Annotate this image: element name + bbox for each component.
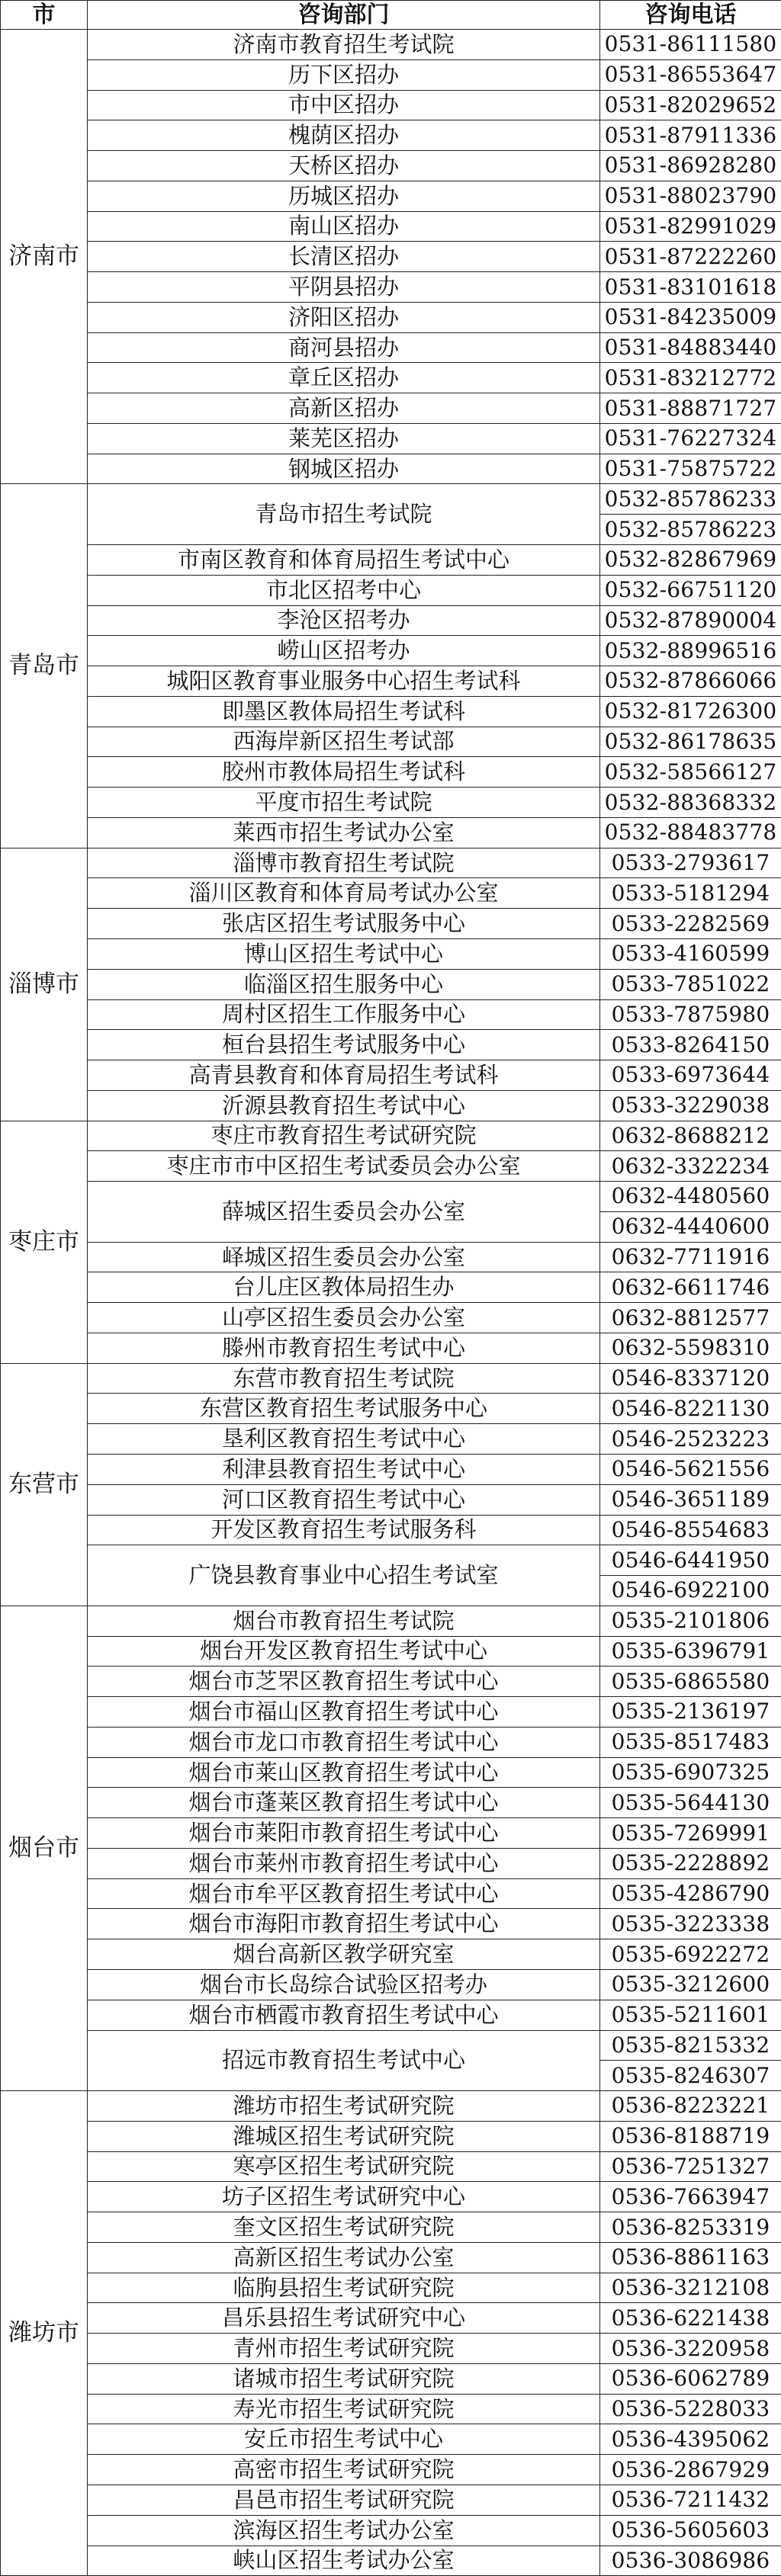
header-phone: 咨询电话 — [600, 1, 781, 30]
phone-cell: 0535-7269991 — [600, 1818, 781, 1849]
table-row — [1, 1484, 781, 1515]
phone-cell: 0535-6922272 — [600, 1939, 781, 1970]
table-row — [1, 1909, 781, 1939]
dept-cell: 桓台县招生考试服务中心 — [88, 1030, 600, 1060]
dept-cell: 崂山区招考办 — [88, 636, 600, 666]
table-row — [1, 2030, 781, 2061]
table-row — [1, 151, 781, 181]
table-row — [1, 1030, 781, 1060]
phone-cell: 0531-83101618 — [600, 272, 781, 303]
dept-cell: 济南市教育招生考试院 — [88, 30, 600, 60]
table-row — [1, 909, 781, 939]
phone-cell: 0531-76227324 — [600, 423, 781, 454]
table-row — [1, 1848, 781, 1878]
table-row — [1, 484, 781, 515]
dept-cell: 垦利区教育招生考试中心 — [88, 1424, 600, 1455]
dept-cell: 烟台开发区教育招生考试中心 — [88, 1636, 600, 1667]
dept-cell: 西海岸新区招生考试部 — [88, 727, 600, 757]
dept-cell: 商河县招办 — [88, 332, 600, 363]
table-row — [1, 332, 781, 363]
phone-cell: 0546-2523223 — [600, 1424, 781, 1455]
phone-cell: 0546-6441950 — [600, 1545, 781, 1576]
dept-cell: 东营市教育招生考试院 — [88, 1363, 600, 1394]
phone-cell: 0532-82867969 — [600, 545, 781, 576]
dept-cell: 烟台市牟平区教育招生考试中心 — [88, 1878, 600, 1909]
phone-cell: 0536-8253319 — [600, 2212, 781, 2243]
city-cell: 东营市 — [1, 1363, 88, 1606]
dept-cell: 淄博市教育招生考试院 — [88, 848, 600, 878]
phone-cell: 0535-6396791 — [600, 1636, 781, 1667]
phone-cell: 0535-8517483 — [600, 1727, 781, 1757]
dept-cell: 槐荫区招办 — [88, 120, 600, 151]
table-row — [1, 1878, 781, 1909]
table-row — [1, 90, 781, 120]
phone-cell: 0536-7211432 — [600, 2485, 781, 2516]
phone-cell: 0546-5621556 — [600, 1454, 781, 1484]
dept-cell: 峡山区招生考试办公室 — [88, 2546, 600, 2576]
dept-cell: 周村区招生工作服务中心 — [88, 999, 600, 1030]
table-row — [1, 363, 781, 393]
table-row — [1, 2334, 781, 2364]
dept-cell: 昌邑市招生考试研究院 — [88, 2485, 600, 2516]
dept-cell: 奎文区招生考试研究院 — [88, 2212, 600, 2243]
dept-cell: 广饶县教育事业中心招生考试室 — [88, 1545, 600, 1606]
dept-cell: 利津县教育招生考试中心 — [88, 1454, 600, 1484]
phone-cell: 0533-3229038 — [600, 1090, 781, 1121]
phone-cell: 0533-2282569 — [600, 909, 781, 939]
phone-cell: 0536-7663947 — [600, 2182, 781, 2212]
dept-cell: 南山区招办 — [88, 211, 600, 242]
phone-cell: 0531-87911336 — [600, 120, 781, 151]
dept-cell: 沂源县教育招生考试中心 — [88, 1090, 600, 1121]
dept-cell: 烟台市海阳市教育招生考试中心 — [88, 1909, 600, 1939]
phone-cell: 0536-5605603 — [600, 2515, 781, 2546]
phone-cell: 0535-6865580 — [600, 1667, 781, 1697]
table-row — [1, 272, 781, 303]
table-row — [1, 1121, 781, 1151]
table-row — [1, 2273, 781, 2303]
dept-cell: 钢城区招办 — [88, 454, 600, 484]
dept-cell: 诸城市招生考试研究院 — [88, 2363, 600, 2394]
table-row — [1, 2363, 781, 2394]
phone-cell: 0531-88023790 — [600, 181, 781, 211]
dept-cell: 长清区招办 — [88, 242, 600, 272]
dept-cell: 河口区教育招生考试中心 — [88, 1484, 600, 1515]
table-row — [1, 1697, 781, 1727]
table-row — [1, 1757, 781, 1788]
phone-cell: 0532-58566127 — [600, 757, 781, 788]
table-row — [1, 2000, 781, 2030]
table-body — [1, 30, 781, 2576]
dept-cell: 淄川区教育和体育局考试办公室 — [88, 878, 600, 909]
phone-cell: 0533-7851022 — [600, 969, 781, 999]
dept-cell: 烟台市芝罘区教育招生考试中心 — [88, 1667, 600, 1697]
header-row — [1, 1, 781, 30]
table-row — [1, 242, 781, 272]
table-row — [1, 1424, 781, 1455]
table-row — [1, 2546, 781, 2576]
dept-cell: 城阳区教育事业服务中心招生考试科 — [88, 666, 600, 697]
phone-cell: 0531-86553647 — [600, 59, 781, 90]
phone-cell: 0632-5598310 — [600, 1333, 781, 1363]
city-cell: 枣庄市 — [1, 1121, 88, 1363]
phone-cell: 0536-3212108 — [600, 2273, 781, 2303]
phone-cell: 0546-8554683 — [600, 1515, 781, 1545]
dept-cell: 潍坊市招生考试研究院 — [88, 2091, 600, 2122]
dept-cell: 胶州市教体局招生考试科 — [88, 757, 600, 788]
phone-cell: 0632-8812577 — [600, 1303, 781, 1333]
dept-cell: 临淄区招生服务中心 — [88, 969, 600, 999]
dept-cell: 李沧区招考办 — [88, 605, 600, 636]
table-row — [1, 1151, 781, 1182]
dept-cell: 高新区招办 — [88, 393, 600, 424]
phone-cell: 0536-3220958 — [600, 2334, 781, 2364]
table-row — [1, 1363, 781, 1394]
dept-cell: 莱芜区招办 — [88, 423, 600, 454]
phone-cell: 0532-85786233 — [600, 484, 781, 515]
phone-cell: 0532-88483778 — [600, 817, 781, 848]
dept-cell: 高青县教育和体育局招生考试科 — [88, 1060, 600, 1091]
dept-cell: 山亭区招生委员会办公室 — [88, 1303, 600, 1333]
phone-cell: 0536-7251327 — [600, 2151, 781, 2182]
dept-cell: 历城区招办 — [88, 181, 600, 211]
table-row — [1, 575, 781, 605]
table-row — [1, 999, 781, 1030]
table-row — [1, 878, 781, 909]
phone-cell: 0531-82991029 — [600, 211, 781, 242]
table-row — [1, 211, 781, 242]
table-row — [1, 181, 781, 211]
phone-cell: 0532-81726300 — [600, 696, 781, 727]
table-row — [1, 1060, 781, 1091]
phone-cell: 0533-4160599 — [600, 938, 781, 969]
table-row — [1, 1333, 781, 1363]
dept-cell: 市北区招考中心 — [88, 575, 600, 605]
phone-cell: 0531-75875722 — [600, 454, 781, 484]
phone-cell: 0533-6973644 — [600, 1060, 781, 1091]
dept-cell: 滕州市教育招生考试中心 — [88, 1333, 600, 1363]
table-row — [1, 545, 781, 576]
table-row — [1, 2151, 781, 2182]
table-row — [1, 1303, 781, 1333]
phone-cell: 0536-5228033 — [600, 2394, 781, 2424]
table-row — [1, 1515, 781, 1545]
table-row — [1, 605, 781, 636]
table-row — [1, 817, 781, 848]
dept-cell: 章丘区招办 — [88, 363, 600, 393]
phone-cell: 0632-8688212 — [600, 1121, 781, 1151]
phone-cell: 0531-86111580 — [600, 30, 781, 60]
phone-cell: 0632-3322234 — [600, 1151, 781, 1182]
phone-cell: 0536-8861163 — [600, 2242, 781, 2273]
phone-cell: 0532-88996516 — [600, 636, 781, 666]
dept-cell: 烟台市长岛综合试验区招考办 — [88, 1970, 600, 2000]
phone-cell: 0535-3223338 — [600, 1909, 781, 1939]
table-row — [1, 1667, 781, 1697]
phone-cell: 0535-2136197 — [600, 1697, 781, 1727]
phone-cell: 0532-88368332 — [600, 788, 781, 818]
phone-cell: 0533-7875980 — [600, 999, 781, 1030]
phone-cell: 0535-5211601 — [600, 2000, 781, 2030]
phone-cell: 0536-2867929 — [600, 2455, 781, 2485]
table-row — [1, 727, 781, 757]
table-row — [1, 696, 781, 727]
dept-cell: 平度市招生考试院 — [88, 788, 600, 818]
dept-cell: 临朐县招生考试研究院 — [88, 2273, 600, 2303]
dept-cell: 招远市教育招生考试中心 — [88, 2030, 600, 2091]
dept-cell: 市南区教育和体育局招生考试中心 — [88, 545, 600, 576]
table-row — [1, 1788, 781, 1818]
phone-cell: 0546-8221130 — [600, 1394, 781, 1424]
phone-cell: 0536-8223221 — [600, 2091, 781, 2122]
phone-cell: 0535-3212600 — [600, 1970, 781, 2000]
phone-cell: 0532-66751120 — [600, 575, 781, 605]
table-row — [1, 636, 781, 666]
table-row — [1, 1182, 781, 1212]
table-row — [1, 938, 781, 969]
phone-cell: 0632-4480560 — [600, 1182, 781, 1212]
table-row — [1, 1970, 781, 2000]
dept-cell: 开发区教育招生考试服务科 — [88, 1515, 600, 1545]
dept-cell: 台儿庄区教体局招生办 — [88, 1272, 600, 1303]
dept-cell: 高密市招生考试研究院 — [88, 2455, 600, 2485]
table-row — [1, 1727, 781, 1757]
dept-cell: 张店区招生考试服务中心 — [88, 909, 600, 939]
dept-cell: 烟台市栖霞市教育招生考试中心 — [88, 2000, 600, 2030]
dept-cell: 即墨区教体局招生考试科 — [88, 696, 600, 727]
dept-cell: 坊子区招生考试研究中心 — [88, 2182, 600, 2212]
phone-cell: 0532-86178635 — [600, 727, 781, 757]
table-row — [1, 1272, 781, 1303]
city-cell: 淄博市 — [1, 848, 88, 1121]
city-cell: 济南市 — [1, 30, 88, 484]
phone-cell: 0531-82029652 — [600, 90, 781, 120]
city-cell: 青岛市 — [1, 484, 88, 848]
phone-cell: 0535-6907325 — [600, 1757, 781, 1788]
phone-cell: 0533-2793617 — [600, 848, 781, 878]
phone-cell: 0535-5644130 — [600, 1788, 781, 1818]
table-row — [1, 423, 781, 454]
table-row — [1, 2485, 781, 2516]
phone-cell: 0535-8215332 — [600, 2030, 781, 2061]
table-row — [1, 2424, 781, 2455]
phone-cell: 0531-88871727 — [600, 393, 781, 424]
header-city: 市 — [1, 1, 88, 30]
city-cell: 潍坊市 — [1, 2091, 88, 2576]
table-row — [1, 1818, 781, 1849]
dept-cell: 历下区招办 — [88, 59, 600, 90]
dept-cell: 平阴县招办 — [88, 272, 600, 303]
phone-cell: 0532-87890004 — [600, 605, 781, 636]
dept-cell: 高新区招生考试办公室 — [88, 2242, 600, 2273]
table-row — [1, 1242, 781, 1272]
dept-cell: 薛城区招生委员会办公室 — [88, 1182, 600, 1243]
table-row — [1, 120, 781, 151]
table-row — [1, 1394, 781, 1424]
dept-cell: 天桥区招办 — [88, 151, 600, 181]
table-row — [1, 1454, 781, 1484]
phone-cell: 0535-4286790 — [600, 1878, 781, 1909]
phone-cell: 0536-8188719 — [600, 2121, 781, 2151]
dept-cell: 潍城区招生考试研究院 — [88, 2121, 600, 2151]
phone-cell: 0632-6611746 — [600, 1272, 781, 1303]
dept-cell: 东营区教育招生考试服务中心 — [88, 1394, 600, 1424]
dept-cell: 济阳区招办 — [88, 302, 600, 332]
city-cell: 烟台市 — [1, 1606, 88, 2090]
dept-cell: 青岛市招生考试院 — [88, 484, 600, 545]
phone-cell: 0632-4440600 — [600, 1211, 781, 1242]
dept-cell: 烟台高新区教学研究室 — [88, 1939, 600, 1970]
table-row — [1, 1606, 781, 1636]
table-row — [1, 788, 781, 818]
table-row — [1, 969, 781, 999]
table-row — [1, 59, 781, 90]
table-row — [1, 2091, 781, 2122]
phone-cell: 0632-7711916 — [600, 1242, 781, 1272]
table-row — [1, 302, 781, 332]
table-row — [1, 1545, 781, 1576]
dept-cell: 市中区招办 — [88, 90, 600, 120]
table-row — [1, 454, 781, 484]
table-row — [1, 30, 781, 60]
phone-cell: 0531-87222260 — [600, 242, 781, 272]
dept-cell: 寒亭区招生考试研究院 — [88, 2151, 600, 2182]
phone-cell: 0536-6062789 — [600, 2363, 781, 2394]
dept-cell: 昌乐县招生考试研究中心 — [88, 2303, 600, 2334]
phone-cell: 0535-2101806 — [600, 1606, 781, 1636]
dept-cell: 滨海区招生考试办公室 — [88, 2515, 600, 2546]
table-row — [1, 2303, 781, 2334]
dept-cell: 烟台市教育招生考试院 — [88, 1606, 600, 1636]
phone-cell: 0531-83212772 — [600, 363, 781, 393]
phone-cell: 0531-86928280 — [600, 151, 781, 181]
phone-cell: 0532-87866066 — [600, 666, 781, 697]
dept-cell: 烟台市蓬莱区教育招生考试中心 — [88, 1788, 600, 1818]
table-row — [1, 2515, 781, 2546]
table-row — [1, 1636, 781, 1667]
dept-cell: 青州市招生考试研究院 — [88, 2334, 600, 2364]
header-dept: 咨询部门 — [88, 1, 600, 30]
dept-cell: 枣庄市市中区招生考试委员会办公室 — [88, 1151, 600, 1182]
table-row — [1, 2121, 781, 2151]
table-row — [1, 666, 781, 697]
phone-cell: 0536-6221438 — [600, 2303, 781, 2334]
dept-cell: 安丘市招生考试中心 — [88, 2424, 600, 2455]
phone-cell: 0536-4395062 — [600, 2424, 781, 2455]
phone-cell: 0533-5181294 — [600, 878, 781, 909]
dept-cell: 莱西市招生考试办公室 — [88, 817, 600, 848]
dept-cell: 博山区招生考试中心 — [88, 938, 600, 969]
table-row — [1, 2394, 781, 2424]
phone-cell: 0531-84883440 — [600, 332, 781, 363]
dept-cell: 烟台市莱阳市教育招生考试中心 — [88, 1818, 600, 1849]
table-row — [1, 393, 781, 424]
table-row — [1, 2182, 781, 2212]
table-row — [1, 1090, 781, 1121]
phone-cell: 0532-85786223 — [600, 515, 781, 545]
dept-cell: 峄城区招生委员会办公室 — [88, 1242, 600, 1272]
table-row — [1, 2242, 781, 2273]
phone-cell: 0531-84235009 — [600, 302, 781, 332]
table-row — [1, 848, 781, 878]
table-row — [1, 2455, 781, 2485]
dept-cell: 寿光市招生考试研究院 — [88, 2394, 600, 2424]
table-row — [1, 2212, 781, 2243]
phone-cell: 0535-2228892 — [600, 1848, 781, 1878]
table-row — [1, 757, 781, 788]
dept-cell: 烟台市福山区教育招生考试中心 — [88, 1697, 600, 1727]
phone-cell: 0546-6922100 — [600, 1576, 781, 1606]
dept-cell: 烟台市莱山区教育招生考试中心 — [88, 1757, 600, 1788]
table-row — [1, 1939, 781, 1970]
phone-cell: 0546-3651189 — [600, 1484, 781, 1515]
dept-cell: 烟台市莱州市教育招生考试中心 — [88, 1848, 600, 1878]
phone-cell: 0536-3086986 — [600, 2546, 781, 2576]
phone-cell: 0535-8246307 — [600, 2061, 781, 2091]
phone-cell: 0546-8337120 — [600, 1363, 781, 1394]
dept-cell: 烟台市龙口市教育招生考试中心 — [88, 1727, 600, 1757]
dept-cell: 枣庄市教育招生考试研究院 — [88, 1121, 600, 1151]
phone-cell: 0533-8264150 — [600, 1030, 781, 1060]
